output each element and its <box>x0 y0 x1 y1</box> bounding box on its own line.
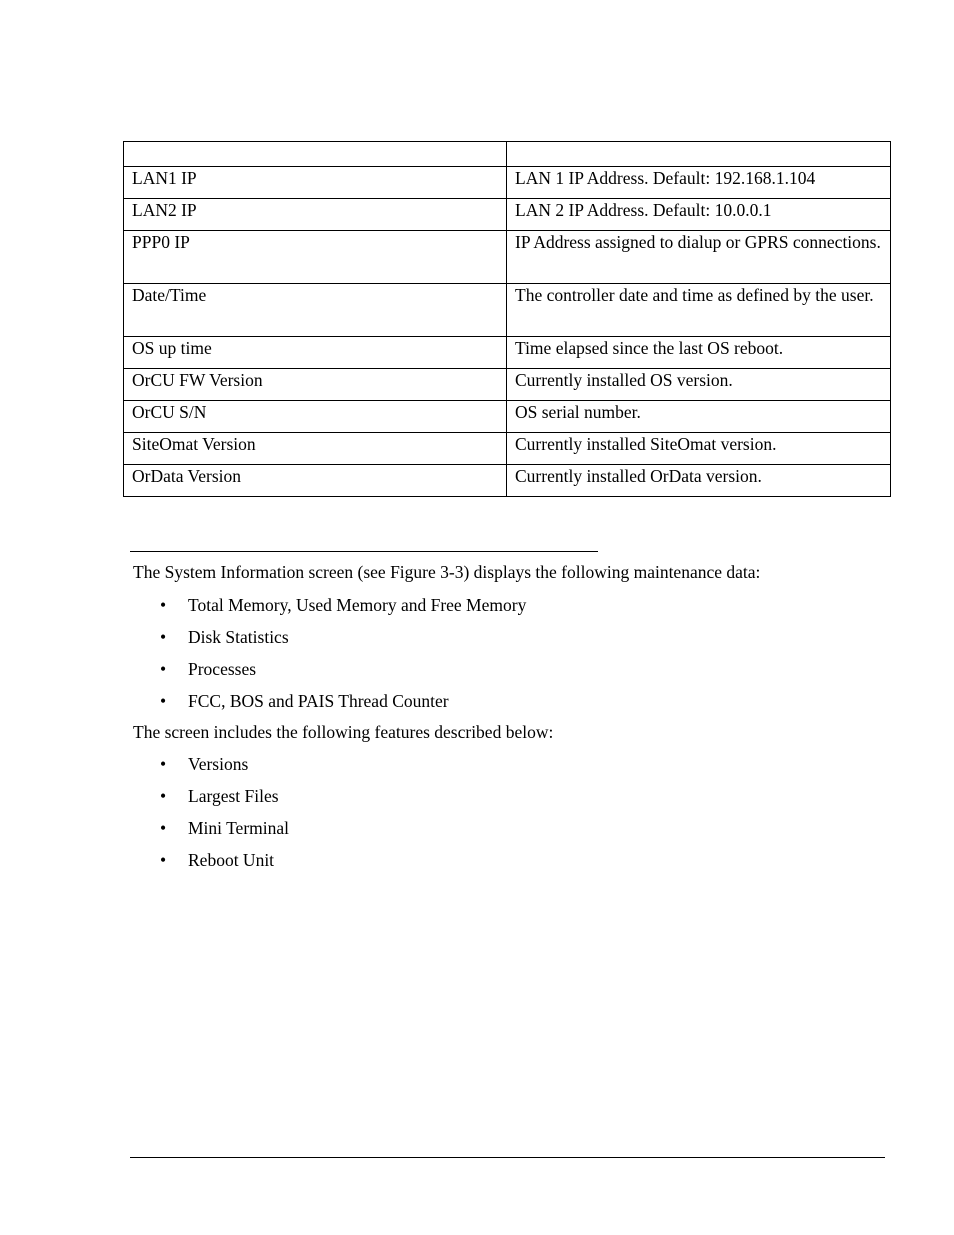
section-heading-rule <box>130 551 598 552</box>
bullet-icon: • <box>160 627 167 647</box>
list-item <box>160 753 289 785</box>
list-item <box>160 849 289 881</box>
table-row <box>124 231 891 284</box>
table-row <box>124 369 891 401</box>
table-cell-description: Time elapsed since the last OS reboot. <box>507 337 891 369</box>
table-row <box>124 337 891 369</box>
features-intro-paragraph: The screen includes the following features described below: <box>133 722 554 742</box>
maintenance-data-list <box>160 594 526 722</box>
list-item-text: Largest Files <box>188 786 279 806</box>
bullet-icon: • <box>160 691 167 711</box>
table-header-cell-description <box>507 142 891 167</box>
list-item <box>160 658 526 690</box>
list-item <box>160 594 526 626</box>
bullet-icon: • <box>160 754 167 774</box>
list-item-text: Versions <box>188 754 249 774</box>
system-info-table <box>123 141 891 497</box>
table-cell-description: LAN 1 IP Address. Default: 192.168.1.104 <box>507 167 891 199</box>
list-item-text: Disk Statistics <box>188 627 289 647</box>
table-cell-description: Currently installed OrData version. <box>507 465 891 497</box>
table-row <box>124 167 891 199</box>
bullet-icon: • <box>160 786 167 806</box>
table-header-row <box>124 142 891 167</box>
list-item-text: Processes <box>188 659 257 679</box>
intro-paragraph: The System Information screen (see Figure 3-3) displays the following maintenance data: <box>133 562 761 582</box>
table-cell-description: Currently installed SiteOmat version. <box>507 433 891 465</box>
table-cell-description: OS serial number. <box>507 401 891 433</box>
table-cell-field: Date/Time <box>124 284 507 337</box>
table-cell-description: Currently installed OS version. <box>507 369 891 401</box>
list-item <box>160 690 526 722</box>
footer-rule <box>130 1157 885 1158</box>
bullet-icon: • <box>160 818 167 838</box>
table-cell-description: The controller date and time as defined by the user. <box>507 284 891 337</box>
table-cell-field: OS up time <box>124 337 507 369</box>
bullet-icon: • <box>160 659 167 679</box>
table-row <box>124 199 891 231</box>
list-item <box>160 785 289 817</box>
bullet-icon: • <box>160 595 167 615</box>
list-item-text: FCC, BOS and PAIS Thread Counter <box>188 691 449 711</box>
features-list <box>160 753 289 881</box>
table-cell-description: IP Address assigned to dialup or GPRS connections. <box>507 231 891 284</box>
list-item-text: Mini Terminal <box>188 818 290 838</box>
table-cell-field: LAN2 IP <box>124 199 507 231</box>
list-item <box>160 817 289 849</box>
table-row <box>124 465 891 497</box>
table-row <box>124 284 891 337</box>
table-cell-description: LAN 2 IP Address. Default: 10.0.0.1 <box>507 199 891 231</box>
table-cell-field: OrCU S/N <box>124 401 507 433</box>
table-header-cell-field <box>124 142 507 167</box>
list-item <box>160 626 526 658</box>
list-item-text: Reboot Unit <box>188 850 275 870</box>
table-cell-field: PPP0 IP <box>124 231 507 284</box>
list-item-text: Total Memory, Used Memory and Free Memory <box>188 595 527 615</box>
table-cell-field: OrCU FW Version <box>124 369 507 401</box>
table-cell-field: OrData Version <box>124 465 507 497</box>
table-row <box>124 433 891 465</box>
bullet-icon: • <box>160 850 167 870</box>
table-row <box>124 401 891 433</box>
table-cell-field: LAN1 IP <box>124 167 507 199</box>
table-cell-field: SiteOmat Version <box>124 433 507 465</box>
